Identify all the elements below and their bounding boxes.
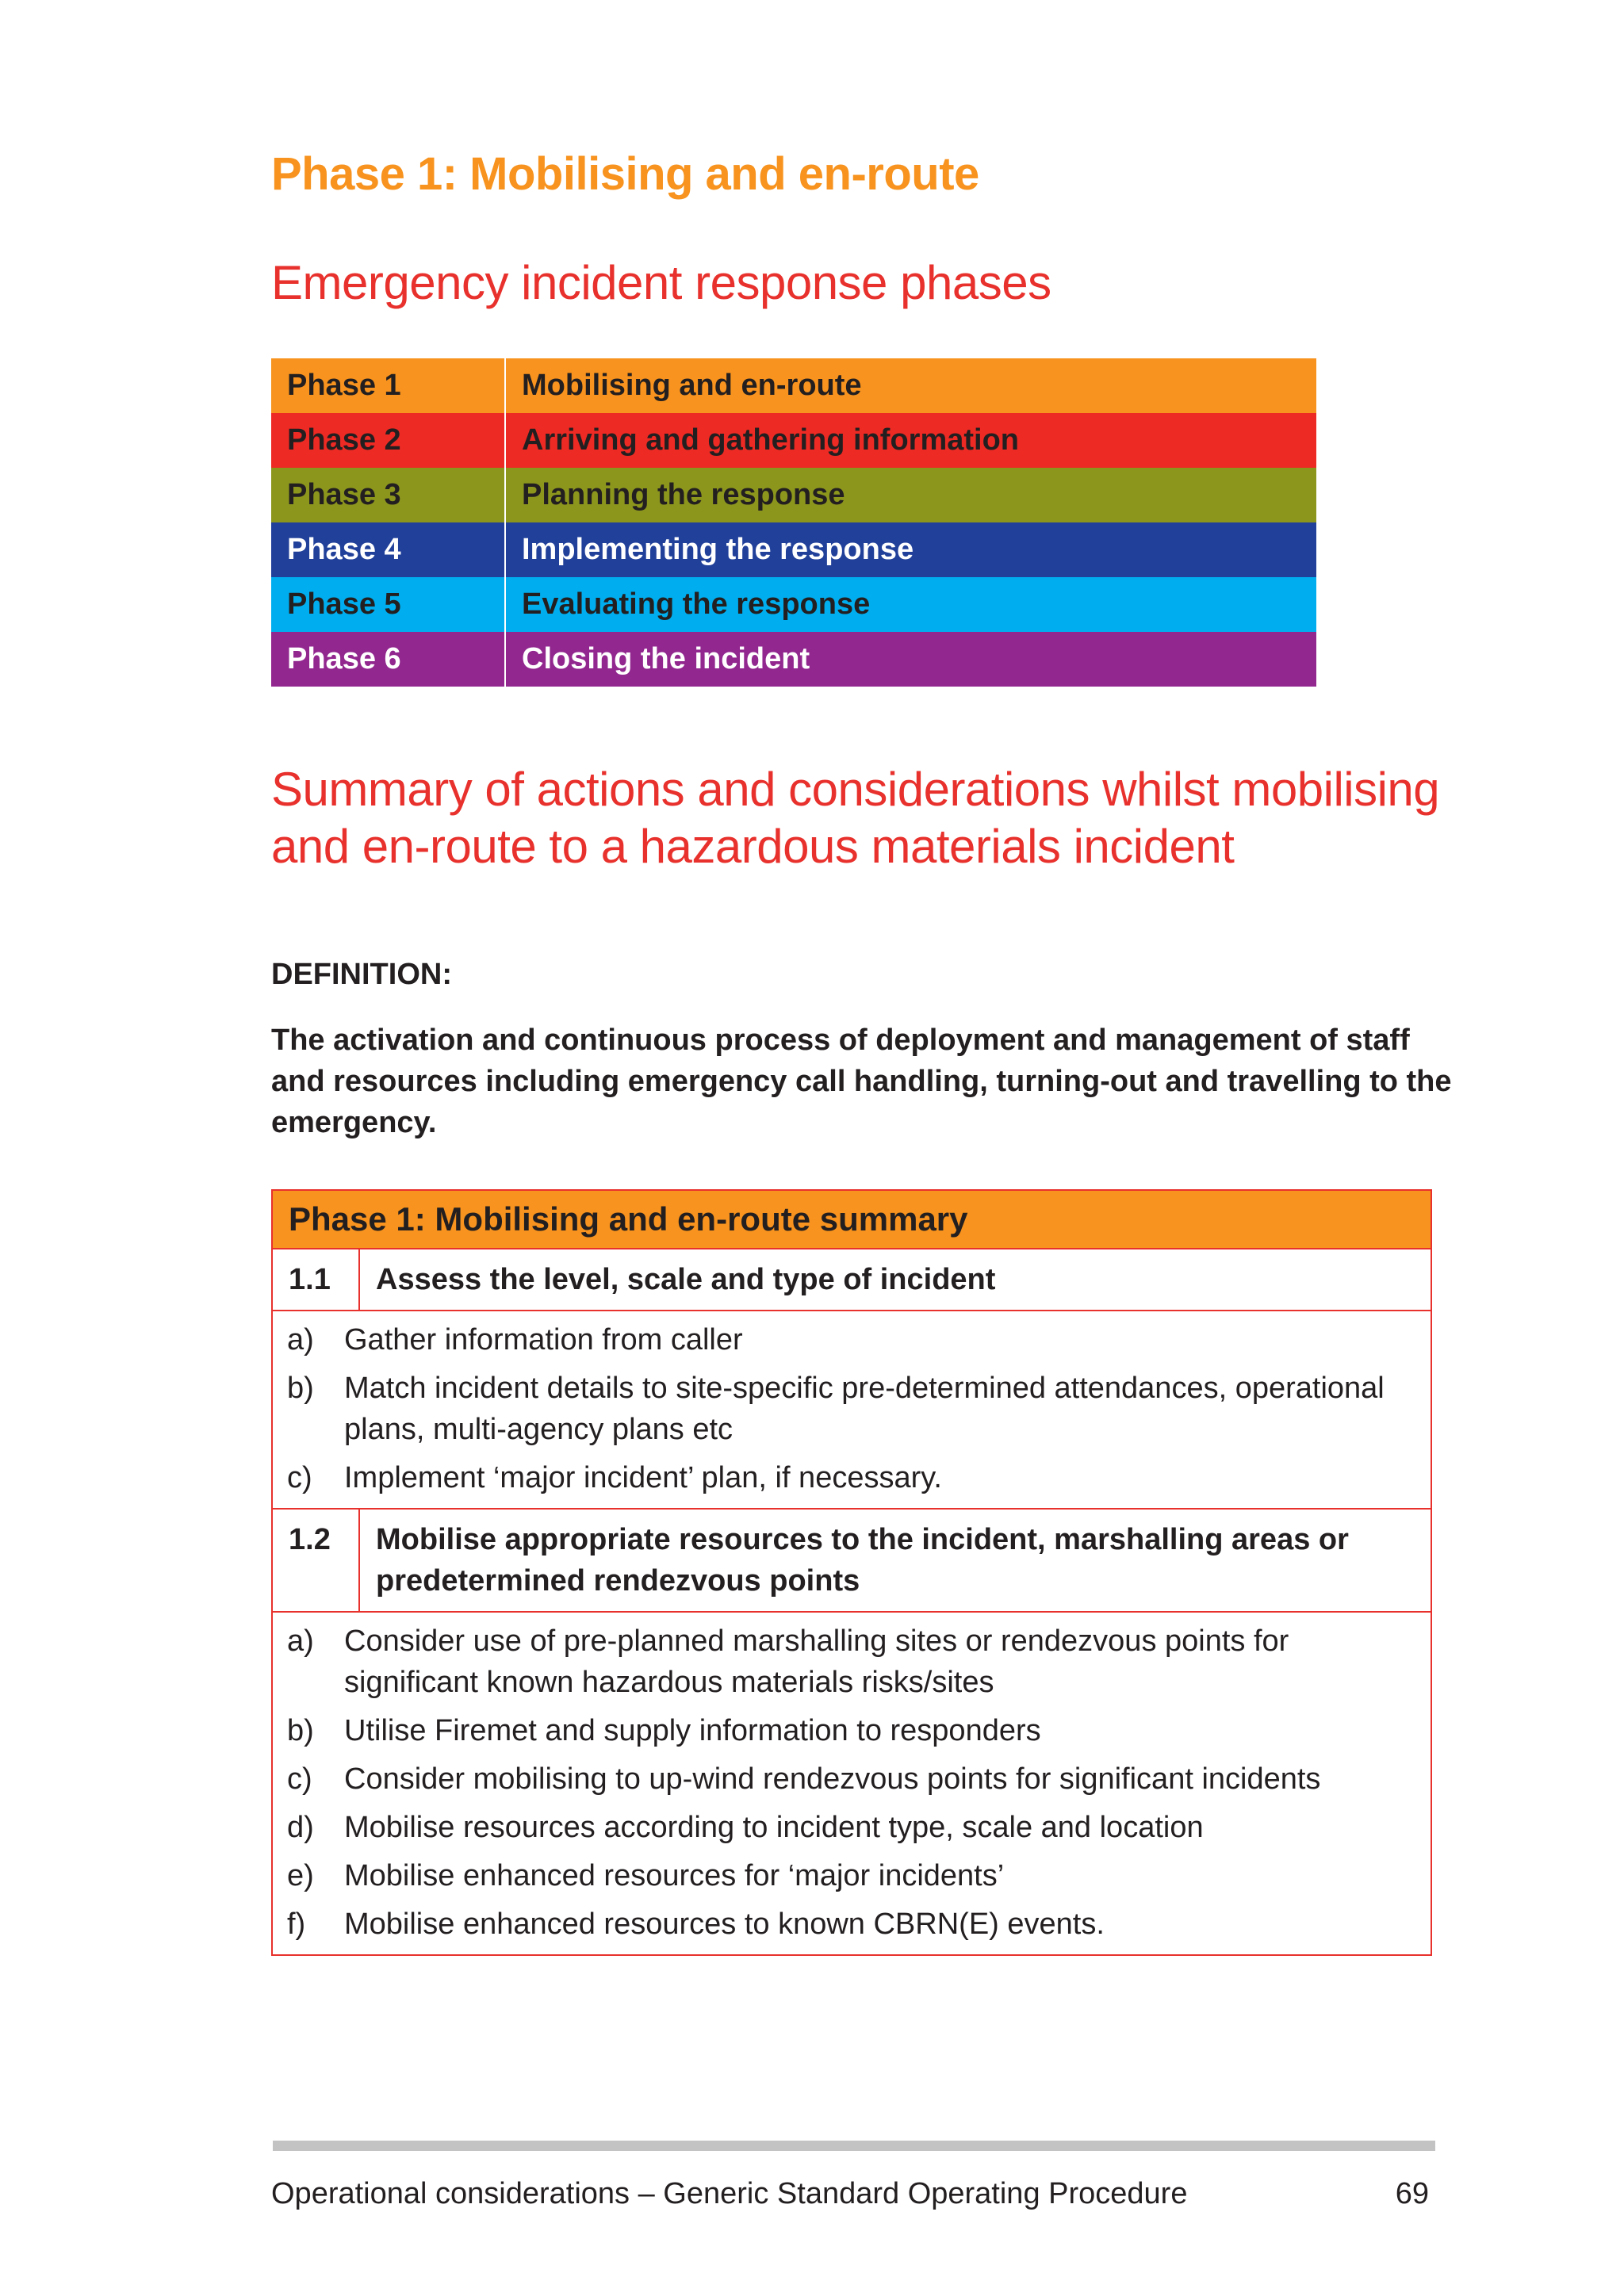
- phase-row: [271, 358, 1316, 413]
- summary-table-title: Phase 1: Mobilising and en-route summary: [273, 1191, 1431, 1249]
- phase-name: Implementing the response: [522, 533, 914, 566]
- page-number: 69: [1395, 2177, 1429, 2210]
- phase-name: Closing the incident: [522, 642, 810, 675]
- summary-section-header: [273, 1510, 1431, 1613]
- item-letter: c): [287, 1762, 312, 1796]
- list-item: [287, 1904, 1415, 1945]
- summary-table: [271, 1189, 1432, 1956]
- phase-name: Arriving and gathering information: [522, 423, 1020, 457]
- list-item: [287, 1807, 1415, 1848]
- phase-row: [271, 577, 1316, 632]
- item-text: Mobilise resources according to incident type, scale and location: [344, 1811, 1204, 1844]
- item-letter: a): [287, 1624, 314, 1658]
- item-text: Match incident details to site-specific pre-determined attendances, operational plans, multi-agency plans etc: [344, 1372, 1385, 1446]
- list-item: [287, 1368, 1415, 1450]
- phase-row: [271, 632, 1316, 687]
- item-letter: e): [287, 1859, 314, 1892]
- item-text: Consider mobilising to up-wind rendezvous points for significant incidents: [344, 1762, 1321, 1796]
- phase-row: [271, 522, 1316, 577]
- list-item: [287, 1758, 1415, 1800]
- phase-title: Phase 1: Mobilising and en-route: [271, 148, 979, 200]
- footer-rule: [273, 2141, 1435, 2151]
- item-letter: f): [287, 1908, 306, 1941]
- list-item: [287, 1855, 1415, 1896]
- section-items: [273, 1311, 1431, 1510]
- section-title: Emergency incident response phases: [271, 256, 1051, 309]
- phase-row: [271, 468, 1316, 522]
- phases-table: [271, 358, 1316, 687]
- section-number: 1.2: [273, 1510, 360, 1611]
- item-text: Gather information from caller: [344, 1323, 743, 1357]
- item-letter: c): [287, 1461, 312, 1494]
- item-text: Mobilise enhanced resources to known CBRN(E) events.: [344, 1908, 1105, 1941]
- phase-number: Phase 4: [271, 522, 505, 577]
- phase-name: Planning the response: [522, 478, 845, 511]
- list-item: [287, 1319, 1415, 1360]
- footer-text: Operational considerations – Generic Standard Operating Procedure: [271, 2177, 1188, 2210]
- summary-title: Summary of actions and considerations whilst mobilising and en-route to a hazardous materials incident: [271, 763, 1440, 873]
- summary-section-header: [273, 1249, 1431, 1311]
- item-letter: d): [287, 1811, 314, 1844]
- item-text: Utilise Firemet and supply information to responders: [344, 1714, 1041, 1747]
- section-title: Assess the level, scale and type of incident: [376, 1263, 996, 1296]
- definition-text: The activation and continuous process of deployment and management of staff and resources including emergency call handling, turning-out and travelling to the emergency.: [271, 1024, 1452, 1139]
- section-number: 1.1: [273, 1249, 360, 1310]
- phase-number: Phase 5: [271, 577, 505, 632]
- item-text: Mobilise enhanced resources for ‘major incidents’: [344, 1859, 1005, 1892]
- list-item: [287, 1457, 1415, 1498]
- definition-label: DEFINITION:: [271, 958, 452, 991]
- list-item: [287, 1710, 1415, 1751]
- phase-number: Phase 3: [271, 468, 505, 522]
- list-item: [287, 1621, 1415, 1703]
- item-text: Implement ‘major incident’ plan, if necessary.: [344, 1461, 942, 1494]
- phase-number: Phase 2: [271, 413, 505, 468]
- phase-name: Mobilising and en-route: [522, 369, 862, 402]
- section-title: Mobilise appropriate resources to the incident, marshalling areas or predetermined rendezvous points: [376, 1523, 1349, 1598]
- phase-row: [271, 413, 1316, 468]
- item-letter: a): [287, 1323, 314, 1357]
- phase-name: Evaluating the response: [522, 587, 871, 621]
- item-letter: b): [287, 1714, 314, 1747]
- item-letter: b): [287, 1372, 314, 1405]
- section-items: [273, 1613, 1431, 1954]
- phase-number: Phase 6: [271, 632, 505, 687]
- item-text: Consider use of pre-planned marshalling sites or rendezvous points for significant known hazardous materials risks/sites: [344, 1624, 1289, 1699]
- phase-number: Phase 1: [271, 358, 505, 413]
